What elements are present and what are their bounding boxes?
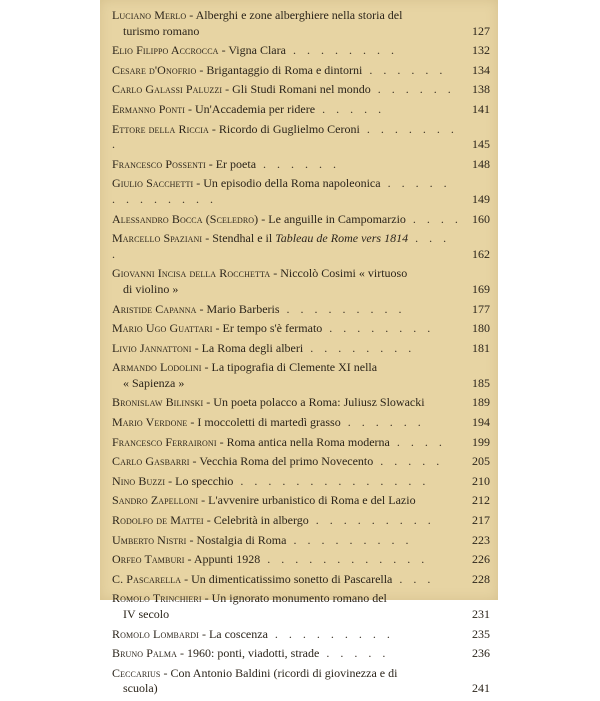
entry-title: La tipografia di Clemente XI nella — [211, 360, 378, 375]
leader-dots: . . . . . — [315, 101, 386, 116]
table-of-contents — [112, 8, 490, 701]
entry-author: Mario Ugo Guattari — [112, 321, 213, 336]
page-number: 180 — [472, 321, 490, 336]
toc-entry: Mario Ugo Guattari - Er tempo s'è fermato . . . . . . . . 180 — [112, 321, 490, 336]
leader-dots: . . . . . . — [256, 156, 341, 171]
leader-dots: . . . . . — [319, 646, 390, 661]
page-number: 127 — [472, 23, 490, 38]
entry-author: Giulio Sacchetti — [112, 176, 194, 191]
entry-title: Un'Accademia per ridere — [194, 101, 316, 116]
entry-author: Luciano Merlo — [112, 8, 187, 22]
page-number: 205 — [472, 454, 490, 469]
entry-author: Armando Lodolini — [112, 360, 202, 375]
page-number: 236 — [472, 646, 490, 661]
toc-entry: Bronislaw Bilinski - Un poeta polacco a Roma: Juliusz Slowacki 189 — [112, 395, 490, 410]
entry-title: Brigantaggio di Roma e dintorni — [206, 62, 363, 77]
entry-title: Con Antonio Baldini (ricordi di giovinezza e di — [170, 665, 398, 680]
toc-entry: Orfeo Tamburi - Appunti 1928 . . . . . . . . . . . . 226 — [112, 552, 490, 567]
toc-entry: Romolo Trinchieri - Un ignorato monumento romano del IV secolo 231 — [112, 591, 490, 621]
leader-dots: . . . . . . — [370, 82, 455, 97]
entry-author: Romolo Lombardi — [112, 626, 199, 641]
toc-entry: Marcello Spaziani - Stendhal e il Tableau de Rome vers 1814 . . . . 162 — [112, 231, 490, 261]
toc-entry: Ermanno Ponti - Un'Accademia per ridere . . . . . 141 — [112, 101, 490, 116]
entry-title: I moccoletti di martedì grasso — [197, 415, 341, 430]
leader-dots: . . . . . . . . . — [308, 513, 435, 528]
leader-dots: . . . . . . . . . . . . — [260, 552, 429, 567]
entry-title: 1960: ponti, viadotti, strade — [187, 646, 320, 661]
entry-author: Mario Verdone — [112, 415, 188, 430]
page-number: 231 — [472, 607, 490, 621]
leader-dots: . . . . . . — [340, 415, 425, 430]
entry-title: Le anguille in Campomarzio — [268, 211, 406, 226]
page-number: 210 — [472, 473, 490, 488]
toc-entry: Giulio Sacchetti - Un episodio della Roma napoleonica . . . . . . . . . . . . . 149 — [112, 176, 490, 206]
entry-title: Er tempo s'è fermato — [222, 321, 323, 336]
toc-entry: Cesare d'Onofrio - Brigantaggio di Roma e dintorni . . . . . . 134 — [112, 62, 490, 77]
entry-title: Roma antica nella Roma moderna — [226, 434, 390, 449]
entry-title: Un poeta polacco a Roma: Juliusz Slowacki — [213, 395, 425, 410]
entry-title: Vigna Clara — [228, 43, 286, 58]
entry-author: C. Pascarella — [112, 571, 182, 586]
toc-entry: Alessandro Bocca (Sceledro) - Le anguille in Campomarzio . . . . 160 — [112, 211, 490, 226]
page-number: 212 — [472, 493, 490, 508]
entry-author: Bruno Palma — [112, 646, 178, 661]
toc-entry: Ceccarius - Con Antonio Baldini (ricordi di giovinezza e di scuola) 241 — [112, 665, 490, 696]
page-number: 185 — [472, 375, 490, 390]
entry-title: Un episodio della Roma napoleonica — [203, 176, 381, 191]
entry-title: Ricordo di Guglielmo Ceroni — [218, 121, 360, 136]
toc-entry: Nino Buzzi - Lo specchio . . . . . . . . . . . . . . 210 — [112, 473, 490, 488]
toc-entry: Livio Jannattoni - La Roma degli alberi . . . . . . . . 181 — [112, 340, 490, 355]
entry-title: Gli Studi Romani nel mondo — [232, 82, 371, 97]
page-number: 132 — [472, 43, 490, 58]
toc-entry: C. Pascarella - Un dimenticatissimo sonetto di Pascarella . . . 228 — [112, 571, 490, 586]
leader-dots: . . . . . . . . . — [267, 626, 394, 641]
page-number: 181 — [472, 340, 490, 355]
entry-title: Un dimenticatissimo sonetto di Pascarella — [191, 571, 393, 586]
entry-author: Francesco Ferraironi — [112, 434, 217, 449]
entry-title: Lo specchio — [175, 473, 234, 488]
page-number: 134 — [472, 62, 490, 77]
leader-dots: . . . . . . . . — [303, 340, 416, 355]
leader-dots: . . . . . — [373, 454, 444, 469]
entry-title: Stendhal e il — [212, 231, 273, 246]
entry-title-continued: scuola) — [123, 681, 158, 696]
entry-title-italic: Tableau de Rome vers 1814 — [275, 231, 409, 246]
leader-dots: . . . . . . . . . — [286, 532, 413, 547]
page-number: 228 — [472, 571, 490, 586]
entry-author: Umberto Nistri — [112, 532, 187, 547]
entry-author: Livio Jannattoni — [112, 340, 192, 355]
entry-author: Ermanno Ponti — [112, 101, 185, 116]
entry-author: Sandro Zapelloni — [112, 493, 199, 508]
toc-entry: Umberto Nistri - Nostalgia di Roma . . . . . . . . . 223 — [112, 532, 490, 547]
entry-title: Un ignorato monumento romano del — [211, 591, 387, 606]
leader-dots: . . . — [392, 571, 435, 586]
entry-author: Alessandro Bocca (Sceledro) — [112, 211, 259, 226]
page-number: 169 — [472, 281, 490, 296]
page-number: 223 — [472, 532, 490, 547]
page-number: 189 — [472, 395, 490, 410]
page-number: 177 — [472, 301, 490, 316]
toc-entry: Elio Filippo Accrocca - Vigna Clara . . . . . . . . 132 — [112, 43, 490, 58]
entry-author: Rodolfo de Mattei — [112, 513, 204, 528]
page-number: 162 — [472, 246, 490, 261]
page-number: 194 — [472, 415, 490, 430]
entry-title: Nostalgia di Roma — [196, 532, 287, 547]
page-number: 235 — [472, 626, 490, 641]
toc-entry: Ettore della Riccia - Ricordo di Guglielmo Ceroni . . . . . . . . 145 — [112, 121, 490, 152]
toc-entry: Bruno Palma - 1960: ponti, viadotti, strade . . . . . 236 — [112, 646, 490, 661]
toc-entry: Romolo Lombardi - La coscenza . . . . . . . . . 235 — [112, 626, 490, 641]
page-number: 141 — [472, 101, 490, 116]
toc-entry: Carlo Galassi Paluzzi - Gli Studi Romani nel mondo . . . . . . 138 — [112, 82, 490, 97]
leader-dots: . . . . — [405, 211, 462, 226]
entry-author: Aristide Capanna — [112, 301, 197, 316]
book-page — [100, 0, 498, 696]
entry-title-continued: turismo romano — [123, 23, 200, 38]
entry-title: Mario Barberis — [206, 301, 280, 316]
entry-author: Ettore della Riccia — [112, 121, 209, 136]
entry-author: Giovanni Incisa della Rocchetta — [112, 266, 271, 281]
page-number: 217 — [472, 513, 490, 528]
page-number: 138 — [472, 82, 490, 97]
leader-dots: . . . . . . . . . . . . . — [112, 176, 451, 206]
entry-title: La Roma degli alberi — [201, 340, 304, 355]
leader-dots: . . . . — [112, 231, 451, 261]
leader-dots: . . . . — [389, 434, 446, 449]
entry-title-continued: IV secolo — [123, 607, 170, 621]
entry-author: Carlo Gasbarri — [112, 454, 190, 469]
entry-title-continued: di violino » — [123, 281, 179, 296]
entry-author: Cesare d'Onofrio — [112, 62, 197, 77]
toc-entry: Carlo Gasbarri - Vecchia Roma del primo Novecento . . . . . 205 — [112, 454, 490, 469]
entry-title: La coscenza — [208, 626, 268, 641]
toc-entry: Aristide Capanna - Mario Barberis . . . . . . . . . 177 — [112, 301, 490, 316]
entry-title: Vecchia Roma del primo Novecento — [199, 454, 374, 469]
page-number: 199 — [472, 434, 490, 449]
leader-dots: . . . . . . . . — [285, 43, 398, 58]
entry-title: Niccolò Cosimi « virtuoso — [280, 266, 408, 281]
entry-author: Marcello Spaziani — [112, 231, 203, 246]
entry-title: Celebrità in albergo — [213, 513, 309, 528]
entry-author: Nino Buzzi — [112, 473, 166, 488]
leader-dots: . . . . . . . . — [112, 121, 458, 152]
entry-title: L'avvenire urbanistico di Roma e del Lazio — [208, 493, 416, 508]
entry-author: Ceccarius — [112, 665, 161, 680]
entry-author: Orfeo Tamburi — [112, 552, 185, 567]
page-number: 241 — [472, 681, 490, 696]
entry-author: Elio Filippo Accrocca — [112, 43, 219, 58]
leader-dots: . . . . . . — [362, 62, 447, 77]
toc-entry: Francesco Possenti - Er poeta . . . . . . 148 — [112, 156, 490, 171]
entry-author: Bronislaw Bilinski — [112, 395, 204, 410]
toc-entry: Francesco Ferraironi - Roma antica nella Roma moderna . . . . 199 — [112, 434, 490, 449]
toc-entry: Giovanni Incisa della Rocchetta - Niccolò Cosimi « virtuoso di violino » 169 — [112, 266, 490, 296]
entry-title: Alberghi e zone alberghiere nella storia del — [195, 8, 403, 22]
toc-entry: Luciano Merlo - Alberghi e zone alberghiere nella storia del turismo romano 127 — [112, 8, 490, 38]
page-number: 160 — [472, 211, 490, 226]
entry-author: Francesco Possenti — [112, 156, 206, 171]
page-number: 145 — [472, 137, 490, 152]
toc-entry: Armando Lodolini - La tipografia di Clemente XI nella « Sapienza » 185 — [112, 360, 490, 390]
entry-title: Appunti 1928 — [193, 552, 261, 567]
entry-title-continued: « Sapienza » — [123, 375, 185, 390]
entry-author: Carlo Galassi Paluzzi — [112, 82, 223, 97]
toc-entry: Rodolfo de Mattei - Celebrità in albergo . . . . . . . . . 217 — [112, 513, 490, 528]
leader-dots: . . . . . . . . . — [279, 301, 406, 316]
page-number: 148 — [472, 156, 490, 171]
toc-entry: Sandro Zapelloni - L'avvenire urbanistico di Roma e del Lazio 212 — [112, 493, 490, 508]
entry-title: Er poeta — [215, 156, 257, 171]
page-number: 226 — [472, 552, 490, 567]
toc-entry: Mario Verdone - I moccoletti di martedì grasso . . . . . . 194 — [112, 415, 490, 430]
leader-dots: . . . . . . . . . . . . . . — [233, 473, 430, 488]
page-number: 149 — [472, 191, 490, 206]
leader-dots: . . . . . . . . — [322, 321, 435, 336]
entry-author: Romolo Trinchieri — [112, 591, 202, 606]
